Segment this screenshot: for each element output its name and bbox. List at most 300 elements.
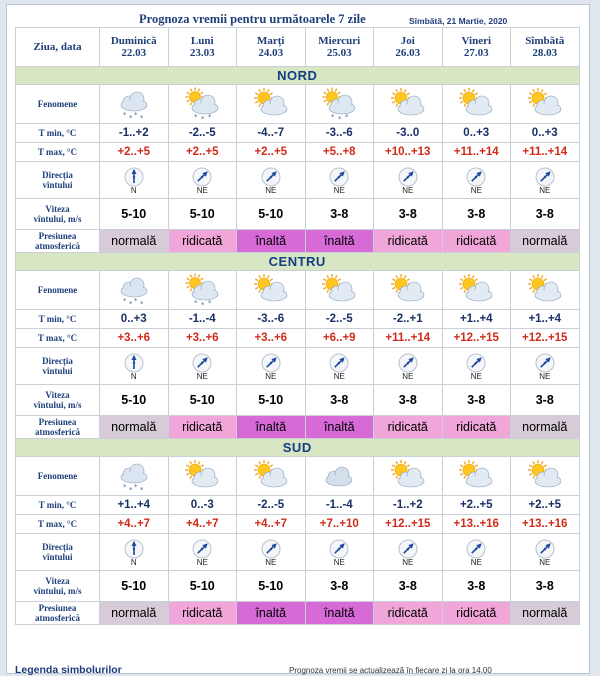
wind-speed-value: 3-8: [511, 385, 580, 416]
region-title: NORD: [16, 67, 580, 85]
wind-direction-value: NE: [402, 185, 414, 195]
pressure-value: înaltă: [305, 416, 374, 439]
wind-speed-value: 3-8: [511, 571, 580, 602]
day-name: Joi: [400, 35, 415, 47]
day-date: 26.03: [395, 47, 421, 59]
sun-cloud-icon: [249, 273, 293, 307]
wind-direction-cell: [100, 348, 169, 385]
tmin-value: 0..+3: [442, 124, 511, 143]
cloud-snow-icon: [112, 273, 156, 307]
day-header: [237, 28, 306, 67]
wind-direction-value: NE: [265, 371, 277, 381]
sun-cloud-icon: [386, 459, 430, 493]
tmin-value: -1..+2: [100, 124, 169, 143]
weather-cell: [374, 85, 443, 124]
phenomena-row: [16, 85, 580, 124]
wind-speed-value: 3-8: [374, 385, 443, 416]
weather-cell: [168, 271, 237, 310]
sun-cloud-snow-icon: [180, 87, 224, 121]
wind-speed-label: [16, 385, 100, 416]
tmax-value: +4..+7: [237, 515, 306, 534]
footer: [7, 664, 589, 676]
wind-direction-value: NE: [470, 371, 482, 381]
wind-direction-label-line1: Direcția: [42, 356, 73, 366]
wind-speed-label: [16, 199, 100, 230]
wind-direction-value: N: [130, 371, 137, 381]
sun-cloud-icon: [249, 87, 293, 121]
wind-direction-label: [16, 348, 100, 385]
tmin-value: -1..+2: [374, 496, 443, 515]
forecast-table: [15, 27, 580, 625]
wind-direction-cell: [237, 162, 306, 199]
pressure-value: normală: [511, 416, 580, 439]
sun-cloud-icon: [523, 87, 567, 121]
tmin-value: +1..+4: [100, 496, 169, 515]
weather-cell: [168, 457, 237, 496]
pressure-label-line1: Presiunea: [38, 417, 77, 427]
region-header-row: [16, 253, 580, 271]
pressure-label-line2: atmosferică: [35, 241, 80, 251]
wind-direction-value: N: [130, 557, 137, 567]
pressure-value: ridicată: [442, 230, 511, 253]
weather-cell: [168, 85, 237, 124]
wind-speed-value: 5-10: [237, 199, 306, 230]
tmax-row: [16, 329, 580, 348]
weather-cell: [511, 271, 580, 310]
sun-cloud-snow-icon: [180, 273, 224, 307]
wind-direction-value: NE: [196, 185, 208, 195]
forecast-page: [6, 4, 590, 674]
wind-direction-row: [16, 348, 580, 385]
pressure-row: [16, 416, 580, 439]
weather-cell: [374, 457, 443, 496]
tmin-value: 0..-3: [168, 496, 237, 515]
phenomena-label: Fenomene: [16, 85, 100, 124]
wind-compass-icon: [328, 166, 350, 188]
wind-direction-cell: [442, 534, 511, 571]
wind-direction-label-line2: vîntului: [42, 366, 73, 376]
wind-compass-icon: [397, 352, 419, 374]
weather-cell: [100, 457, 169, 496]
day-header-row: [16, 28, 580, 67]
wind-speed-label-line2: vîntului, m/s: [33, 214, 82, 224]
wind-compass-icon: [123, 352, 145, 374]
wind-speed-value: 5-10: [168, 571, 237, 602]
weather-cell: [237, 85, 306, 124]
pressure-value: normală: [511, 230, 580, 253]
svg-text:*: *: [128, 300, 133, 307]
wind-direction-value: N: [130, 185, 137, 195]
wind-speed-value: 5-10: [168, 385, 237, 416]
day-date: 28.03: [532, 47, 558, 59]
wind-compass-icon: [191, 166, 213, 188]
wind-direction-cell: [511, 162, 580, 199]
region-header-row: [16, 67, 580, 85]
wind-direction-cell: [442, 162, 511, 199]
wind-direction-cell: [511, 534, 580, 571]
tmin-value: -1..-4: [168, 310, 237, 329]
svg-text:*: *: [139, 486, 144, 493]
wind-speed-label-line2: vîntului, m/s: [33, 586, 82, 596]
wind-compass-icon: [465, 166, 487, 188]
wind-compass-icon: [191, 352, 213, 374]
wind-direction-cell: [305, 534, 374, 571]
day-date: 27.03: [463, 47, 489, 59]
wind-direction-value: NE: [470, 185, 482, 195]
pressure-value: normală: [100, 230, 169, 253]
current-date: Sîmbătă, 21 Martie, 2020: [409, 16, 508, 26]
wind-speed-value: 3-8: [305, 199, 374, 230]
svg-text:*: *: [122, 297, 127, 305]
svg-text:*: *: [194, 299, 198, 307]
day-date: 23.03: [189, 47, 215, 59]
wind-direction-value: NE: [196, 371, 208, 381]
pressure-value: înaltă: [237, 230, 306, 253]
sun-cloud-icon: [180, 459, 224, 493]
tmax-value: +12..+15: [374, 515, 443, 534]
sun-cloud-icon: [249, 459, 293, 493]
tmax-value: +5..+8: [305, 143, 374, 162]
day-header: [511, 28, 580, 67]
wind-compass-icon: [260, 538, 282, 560]
tmax-value: +10..+13: [374, 143, 443, 162]
wind-direction-value: NE: [265, 185, 277, 195]
weather-cell: [442, 85, 511, 124]
tmax-value: +4..+7: [100, 515, 169, 534]
sun-cloud-icon: [386, 273, 430, 307]
legend-link[interactable]: Legenda simbolurilor: [15, 664, 122, 676]
svg-text:*: *: [133, 297, 138, 305]
day-name: Sîmbătă: [525, 35, 565, 47]
tmin-value: -2..+1: [374, 310, 443, 329]
tmin-value: -2..-5: [168, 124, 237, 143]
phenomena-label: Fenomene: [16, 457, 100, 496]
tmin-value: -3..-6: [305, 124, 374, 143]
wind-direction-cell: [442, 348, 511, 385]
weather-cell: [305, 457, 374, 496]
svg-text:*: *: [128, 486, 133, 493]
pressure-value: înaltă: [237, 416, 306, 439]
day-header: [442, 28, 511, 67]
wind-direction-value: NE: [402, 557, 414, 567]
wind-direction-cell: [305, 162, 374, 199]
wind-direction-value: NE: [333, 371, 345, 381]
weather-cell: [305, 271, 374, 310]
tmax-row: [16, 143, 580, 162]
wind-speed-label-line2: vîntului, m/s: [33, 400, 82, 410]
wind-direction-row: [16, 162, 580, 199]
pressure-value: înaltă: [237, 602, 306, 625]
sun-cloud-icon: [523, 459, 567, 493]
tmax-value: +3..+6: [168, 329, 237, 348]
sun-cloud-icon: [523, 273, 567, 307]
cloud-icon: [317, 459, 361, 493]
pressure-value: ridicată: [442, 416, 511, 439]
svg-text:*: *: [133, 111, 138, 119]
wind-speed-label: [16, 571, 100, 602]
day-header: [168, 28, 237, 67]
wind-speed-value: 5-10: [237, 571, 306, 602]
wind-speed-value: 5-10: [100, 385, 169, 416]
weather-cell: [442, 457, 511, 496]
region-title: SUD: [16, 439, 580, 457]
wind-direction-cell: [374, 348, 443, 385]
wind-direction-value: NE: [402, 371, 414, 381]
tmin-label: T min, °C: [16, 310, 100, 329]
wind-direction-cell: [237, 534, 306, 571]
wind-compass-icon: [191, 538, 213, 560]
weather-cell: [237, 457, 306, 496]
region-header-row: [16, 439, 580, 457]
svg-text:*: *: [194, 113, 198, 121]
svg-text:*: *: [338, 115, 342, 121]
wind-direction-cell: [511, 348, 580, 385]
tmin-value: +1..+4: [442, 310, 511, 329]
tmin-value: -3..0: [374, 124, 443, 143]
tmin-value: +2..+5: [442, 496, 511, 515]
svg-text:*: *: [331, 113, 335, 121]
wind-direction-value: NE: [333, 185, 345, 195]
wind-speed-value: 3-8: [305, 385, 374, 416]
wind-direction-cell: [168, 348, 237, 385]
day-date: 22.03: [121, 47, 147, 59]
day-header: [305, 28, 374, 67]
tmin-label: T min, °C: [16, 124, 100, 143]
sun-cloud-icon: [386, 87, 430, 121]
tmax-value: +3..+6: [237, 329, 306, 348]
pressure-label-line1: Presiunea: [38, 231, 77, 241]
tmin-value: +1..+4: [511, 310, 580, 329]
wind-speed-value: 3-8: [305, 571, 374, 602]
tmin-value: -1..-4: [305, 496, 374, 515]
svg-text:*: *: [122, 483, 127, 491]
tmax-value: +2..+5: [168, 143, 237, 162]
pressure-label-line2: atmosferică: [35, 613, 80, 623]
day-name: Marți: [257, 35, 285, 47]
pressure-label-line2: atmosferică: [35, 427, 80, 437]
phenomena-row: [16, 457, 580, 496]
tmin-value: 0..+3: [100, 310, 169, 329]
day-header: [100, 28, 169, 67]
tmin-row: [16, 124, 580, 143]
wind-direction-label-line1: Direcția: [42, 170, 73, 180]
wind-direction-cell: [305, 348, 374, 385]
day-date: 24.03: [258, 47, 284, 59]
sun-cloud-snow-icon: [317, 87, 361, 121]
tmax-value: +2..+5: [100, 143, 169, 162]
tmax-row: [16, 515, 580, 534]
wind-direction-cell: [237, 348, 306, 385]
wind-direction-value: NE: [196, 557, 208, 567]
pressure-value: ridicată: [374, 602, 443, 625]
tmax-value: +12..+15: [442, 329, 511, 348]
wind-direction-label-line2: vîntului: [42, 180, 73, 190]
wind-compass-icon: [123, 538, 145, 560]
pressure-value: ridicată: [168, 230, 237, 253]
tmin-value: -2..-5: [237, 496, 306, 515]
wind-compass-icon: [123, 166, 145, 188]
sun-cloud-icon: [454, 87, 498, 121]
tmax-value: +3..+6: [100, 329, 169, 348]
wind-compass-icon: [328, 352, 350, 374]
weather-cell: [305, 85, 374, 124]
tmax-value: +11..+14: [374, 329, 443, 348]
day-name: Miercuri: [318, 35, 361, 47]
svg-text:*: *: [122, 111, 127, 119]
pressure-row: [16, 602, 580, 625]
wind-compass-icon: [397, 166, 419, 188]
svg-text:*: *: [208, 299, 212, 307]
wind-speed-row: [16, 571, 580, 602]
wind-speed-row: [16, 385, 580, 416]
wind-direction-value: NE: [333, 557, 345, 567]
wind-direction-cell: [168, 162, 237, 199]
svg-text:*: *: [133, 483, 138, 491]
weather-cell: [100, 85, 169, 124]
wind-direction-cell: [168, 534, 237, 571]
pressure-label: [16, 602, 100, 625]
sun-cloud-icon: [454, 459, 498, 493]
wind-compass-icon: [260, 352, 282, 374]
pressure-value: înaltă: [305, 230, 374, 253]
tmax-value: +11..+14: [511, 143, 580, 162]
svg-text:*: *: [139, 300, 144, 307]
tmax-label: T max, °C: [16, 329, 100, 348]
wind-compass-icon: [260, 166, 282, 188]
wind-direction-row: [16, 534, 580, 571]
tmax-label: T max, °C: [16, 143, 100, 162]
day-name: Vineri: [461, 35, 492, 47]
tmax-value: +13..+16: [442, 515, 511, 534]
wind-direction-cell: [100, 162, 169, 199]
wind-speed-value: 3-8: [442, 385, 511, 416]
wind-direction-label-line2: vîntului: [42, 552, 73, 562]
tmin-value: +2..+5: [511, 496, 580, 515]
pressure-value: normală: [100, 602, 169, 625]
pressure-value: ridicată: [168, 602, 237, 625]
tmax-value: +13..+16: [511, 515, 580, 534]
wind-compass-icon: [534, 166, 556, 188]
row-header-label: Ziua, data: [16, 28, 100, 67]
tmin-value: -3..-6: [237, 310, 306, 329]
wind-compass-icon: [534, 352, 556, 374]
wind-compass-icon: [465, 538, 487, 560]
tmin-value: -4..-7: [237, 124, 306, 143]
tmin-row: [16, 310, 580, 329]
tmax-value: +7..+10: [305, 515, 374, 534]
tmax-value: +6..+9: [305, 329, 374, 348]
pressure-value: normală: [100, 416, 169, 439]
wind-speed-value: 5-10: [168, 199, 237, 230]
day-name: Luni: [190, 35, 214, 47]
tmax-value: +4..+7: [168, 515, 237, 534]
pressure-value: ridicată: [168, 416, 237, 439]
tmin-row: [16, 496, 580, 515]
wind-direction-label: [16, 162, 100, 199]
sun-cloud-icon: [317, 273, 361, 307]
pressure-row: [16, 230, 580, 253]
region-title: CENTRU: [16, 253, 580, 271]
wind-speed-label-line1: Viteza: [45, 204, 70, 214]
tmax-label: T max, °C: [16, 515, 100, 534]
tmin-value: -2..-5: [305, 310, 374, 329]
pressure-value: ridicată: [374, 230, 443, 253]
sun-cloud-icon: [454, 273, 498, 307]
tmax-value: +12..+15: [511, 329, 580, 348]
pressure-value: ridicată: [374, 416, 443, 439]
wind-compass-icon: [534, 538, 556, 560]
page-title: Prognoza vremii pentru următoarele 7 zile: [139, 12, 366, 26]
phenomena-label: Fenomene: [16, 271, 100, 310]
wind-speed-value: 3-8: [442, 571, 511, 602]
weather-cell: [511, 457, 580, 496]
wind-direction-cell: [374, 162, 443, 199]
tmax-value: +11..+14: [442, 143, 511, 162]
wind-speed-row: [16, 199, 580, 230]
weather-cell: [100, 271, 169, 310]
weather-cell: [442, 271, 511, 310]
svg-text:*: *: [139, 114, 144, 121]
tmin-value: 0..+3: [511, 124, 580, 143]
wind-speed-value: 5-10: [237, 385, 306, 416]
day-name: Duminică: [110, 35, 157, 47]
svg-text:*: *: [201, 115, 205, 121]
wind-direction-value: NE: [265, 557, 277, 567]
tmin-label: T min, °C: [16, 496, 100, 515]
wind-compass-icon: [465, 352, 487, 374]
tmax-value: +2..+5: [237, 143, 306, 162]
wind-direction-value: NE: [470, 557, 482, 567]
svg-text:*: *: [201, 301, 205, 307]
update-note: Prognoza vremii se actualizează în fiecare zi la ora 14.00: [289, 666, 492, 675]
pressure-value: normală: [511, 602, 580, 625]
svg-text:*: *: [128, 114, 133, 121]
weather-cell: [511, 85, 580, 124]
wind-speed-label-line1: Viteza: [45, 576, 70, 586]
pressure-value: ridicată: [442, 602, 511, 625]
wind-direction-value: NE: [539, 185, 551, 195]
pressure-label: [16, 416, 100, 439]
pressure-label: [16, 230, 100, 253]
wind-speed-value: 3-8: [374, 571, 443, 602]
wind-direction-cell: [374, 534, 443, 571]
pressure-label-line1: Presiunea: [38, 603, 77, 613]
wind-speed-value: 5-10: [100, 571, 169, 602]
day-header: [374, 28, 443, 67]
wind-compass-icon: [328, 538, 350, 560]
wind-speed-value: 3-8: [511, 199, 580, 230]
cloud-snow-icon: [112, 459, 156, 493]
wind-speed-label-line1: Viteza: [45, 390, 70, 400]
wind-direction-value: NE: [539, 371, 551, 381]
phenomena-row: [16, 271, 580, 310]
day-date: 25.03: [326, 47, 352, 59]
weather-cell: [237, 271, 306, 310]
wind-speed-value: 5-10: [100, 199, 169, 230]
wind-direction-value: NE: [539, 557, 551, 567]
wind-direction-label-line1: Direcția: [42, 542, 73, 552]
svg-text:*: *: [345, 113, 349, 121]
wind-compass-icon: [397, 538, 419, 560]
wind-direction-cell: [100, 534, 169, 571]
svg-text:*: *: [208, 113, 212, 121]
wind-direction-label: [16, 534, 100, 571]
cloud-snow-icon: [112, 87, 156, 121]
pressure-value: înaltă: [305, 602, 374, 625]
wind-speed-value: 3-8: [374, 199, 443, 230]
weather-cell: [374, 271, 443, 310]
wind-speed-value: 3-8: [442, 199, 511, 230]
